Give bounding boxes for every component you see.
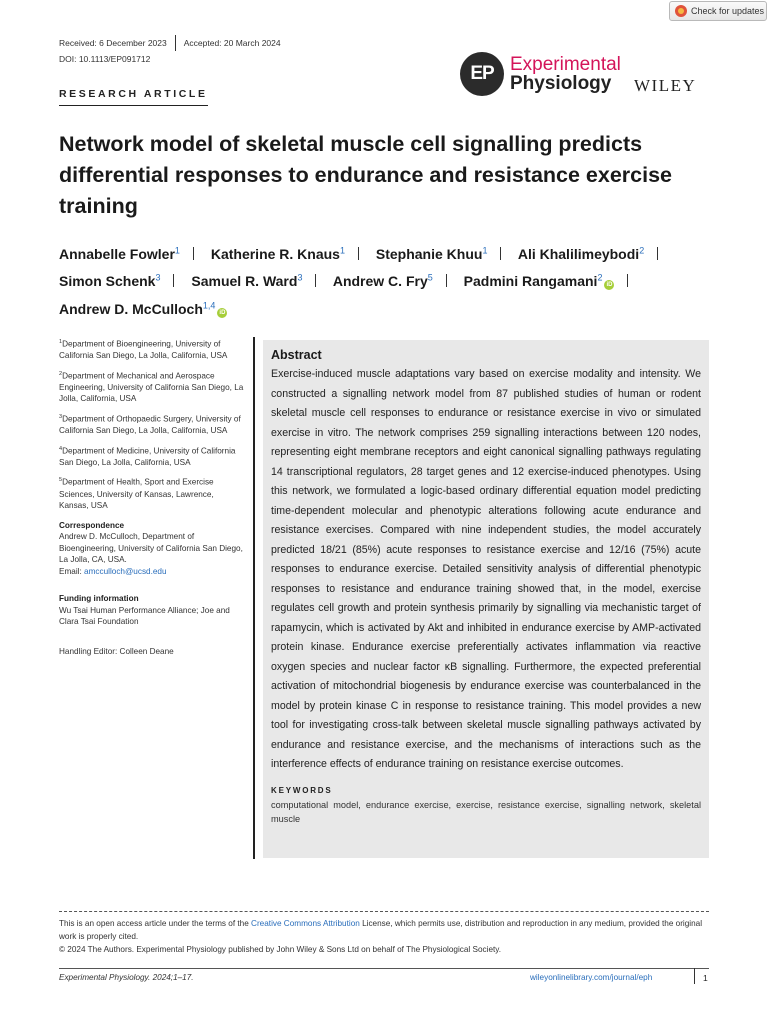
- correspondence-label: Correspondence: [59, 520, 125, 530]
- copyright-notice: © 2024 The Authors. Experimental Physiology published by John Wiley & Sons Ltd on behalf of The Physiological Society.: [59, 945, 502, 954]
- journal-name-line1: Experimental: [510, 54, 621, 75]
- journal-citation: Experimental Physiology. 2024;1–17.: [59, 973, 194, 982]
- check-for-updates-label: Check for updates: [691, 6, 765, 16]
- funding-text: Wu Tsai Human Performance Alliance; Joe and Clara Tsai Foundation: [59, 605, 230, 627]
- affiliation: $^4$Department of Medicine, University of California San Diego, La Jolla, California, USA: [59, 445, 236, 467]
- license-notice: [59, 918, 709, 943]
- author-affiliation-ref[interactable]: 5: [427, 272, 433, 283]
- author-name: Padmini Rangamani: [463, 273, 598, 290]
- received-date: Received: 6 December 2023: [59, 38, 167, 48]
- journal-name-line2: Physiology: [510, 73, 612, 94]
- article-sidebar: [59, 337, 245, 657]
- page-number: 1: [703, 973, 708, 983]
- correspondence-email-line: [59, 566, 245, 578]
- orcid-icon[interactable]: iD: [219, 309, 226, 316]
- author-affiliation-ref[interactable]: 1: [339, 245, 345, 255]
- author-name: Simon Schenk: [59, 273, 156, 290]
- creative-commons-link[interactable]: Creative Commons Attribution: [251, 919, 360, 928]
- author-divider: [500, 247, 501, 260]
- author-name: Katherine R. Knaus: [210, 245, 340, 262]
- author[interactable]: [333, 273, 433, 289]
- author[interactable]: [211, 246, 345, 262]
- received-accepted-dates: [59, 35, 281, 51]
- author-divider: [193, 247, 194, 260]
- footer-divider: [59, 968, 709, 969]
- affiliation: $^3$Department of Orthopaedic Surgery, University of California San Diego, La Jolla, California, USA: [59, 413, 241, 436]
- author[interactable]: [59, 246, 180, 262]
- author-affiliation-ref[interactable]: 2: [597, 272, 603, 283]
- publisher-logo[interactable]: WILEY: [634, 76, 697, 95]
- article-type: [59, 88, 208, 100]
- author-divider: [446, 274, 447, 287]
- sidebar-divider: [253, 337, 255, 859]
- license-text-post: License, which permits use, distribution and reproduction in any medium, provided the original work is properly cited.: [59, 919, 703, 941]
- author[interactable]: [59, 301, 227, 317]
- author-divider: [358, 247, 359, 260]
- author-name: Samuel R. Ward: [191, 273, 298, 290]
- author-divider: [173, 274, 174, 287]
- journal-badge: EP: [460, 52, 504, 96]
- accepted-date: Accepted: 20 March 2024: [183, 38, 281, 48]
- footer-separator: [694, 968, 695, 984]
- abstract-heading: Abstract: [271, 348, 322, 362]
- author-name: Annabelle Fowler: [59, 245, 175, 262]
- crossmark-icon: [675, 5, 687, 17]
- article-title: Network model of skeletal muscle cell signalling predicts differential responses to endurance and resistance exercise training: [59, 132, 673, 218]
- article-type-label: RESEARCH ARTICLE: [59, 88, 208, 100]
- orcid-icon[interactable]: iD: [606, 282, 613, 289]
- author-name: Stephanie Khuu: [375, 245, 483, 262]
- email-link[interactable]: amcculloch@ucsd.edu: [84, 566, 167, 576]
- doi: DOI: 10.1113/EP091712: [59, 54, 151, 64]
- handling-editor: Handling Editor: Colleen Deane: [59, 646, 174, 656]
- author-affiliation-ref[interactable]: 3: [297, 272, 303, 283]
- journal-url-link[interactable]: wileyonlinelibrary.com/journal/eph: [530, 973, 653, 982]
- author-affiliation-ref[interactable]: 2: [639, 245, 645, 255]
- author-divider: [627, 274, 628, 287]
- author-name: Ali Khalilimeybodi: [517, 245, 640, 262]
- abstract-section: [263, 340, 709, 858]
- abstract-text: Exercise-induced muscle adaptations vary based on exercise modality and intensity. We constructed a signalling network model from 87 published studies of human or rodent skeletal muscle cell responses to endurance or resistance exercise in vivo or simulated exercise in vitro. The network comprises 259 signalling interactions between 120 nodes, representing eight membrane receptors and eight canonical signalling pathways regulating 14 transcriptional regulators, 28 target genes and 12 exercise-induced phenotypes. Using this network, we formulated a logic-based ordinary differential equation model predicting time-dependent molecular and phenotypic alterations following acute endurance and resistance exercises. Compared with nine independent studies, the model accurately predicted 18/21 (85%) acute responses to resistance exercise and 12/16 (75%) acute responses to endurance exercise. Detailed sensitivity analysis of differential phenotypic responses to resistance and endurance training showed that, in the model, exercise regulates cell growth and protein synthesis primarily by signalling via mechanistic target of rapamycin, which is activated by Akt and inhibited in endurance exercise by AMP-activated protein kinase. Endurance exercise preferentially activates inflammation via reactive oxygen species and nuclear factor κB signalling. Furthermore, the expected preferential activation of mitochondrial biogenesis by endurance exercise was counterbalanced in the model by protein kinase C in response to resistance training. This model provides a new tool for investigating cross-talk between skeletal muscle signalling pathways activated by endurance and resistance exercise, and the mechanisms of interactions such as the interference effects of endurance training on resistance exercise outcomes.: [271, 368, 701, 770]
- author-list: [59, 238, 719, 321]
- author-divider: [315, 274, 316, 287]
- author-name: Andrew C. Fry: [332, 273, 428, 290]
- author[interactable]: [59, 273, 160, 289]
- check-for-updates-button[interactable]: [669, 1, 767, 21]
- author-affiliation-ref[interactable]: 1,4: [202, 300, 216, 311]
- date-divider: [175, 35, 176, 51]
- author[interactable]: [518, 246, 644, 262]
- keywords-text: computational model, endurance exercise, exercise, resistance exercise, signalling network, skeletal muscle: [271, 799, 701, 824]
- author-divider: [657, 247, 658, 260]
- author[interactable]: [191, 273, 302, 289]
- funding-label: Funding information: [59, 594, 139, 604]
- author-affiliation-ref[interactable]: 1: [174, 245, 180, 255]
- correspondence-text: Andrew D. McCulloch, Department of Bioengineering, University of California San Diego, La Jolla, CA, USA.: [59, 532, 243, 565]
- keywords-label: KEYWORDS: [271, 785, 333, 795]
- author[interactable]: [464, 273, 615, 289]
- author-affiliation-ref[interactable]: 1: [482, 245, 488, 255]
- article-type-underline: [59, 105, 208, 106]
- affiliation: $^5$Department of Health, Sport and Exercise Sciences, University of Kansas, Lawrence, Kansas, USA: [59, 477, 214, 511]
- author-name: Andrew D. McCulloch: [59, 300, 203, 317]
- author[interactable]: [376, 246, 488, 262]
- license-divider: [59, 911, 709, 912]
- author-affiliation-ref[interactable]: 3: [155, 272, 161, 283]
- journal-name: [510, 55, 621, 93]
- email-label: Email:: [59, 566, 85, 576]
- affiliation: $^1$Department of Bioengineering, University of California San Diego, La Jolla, California, USA: [59, 339, 228, 361]
- journal-logo[interactable]: [460, 52, 621, 96]
- license-text-pre: This is an open access article under the terms of the: [59, 919, 252, 928]
- affiliation: $^2$Department of Mechanical and Aerospace Engineering, University of California San Diego, La Jolla, California, USA: [59, 370, 244, 404]
